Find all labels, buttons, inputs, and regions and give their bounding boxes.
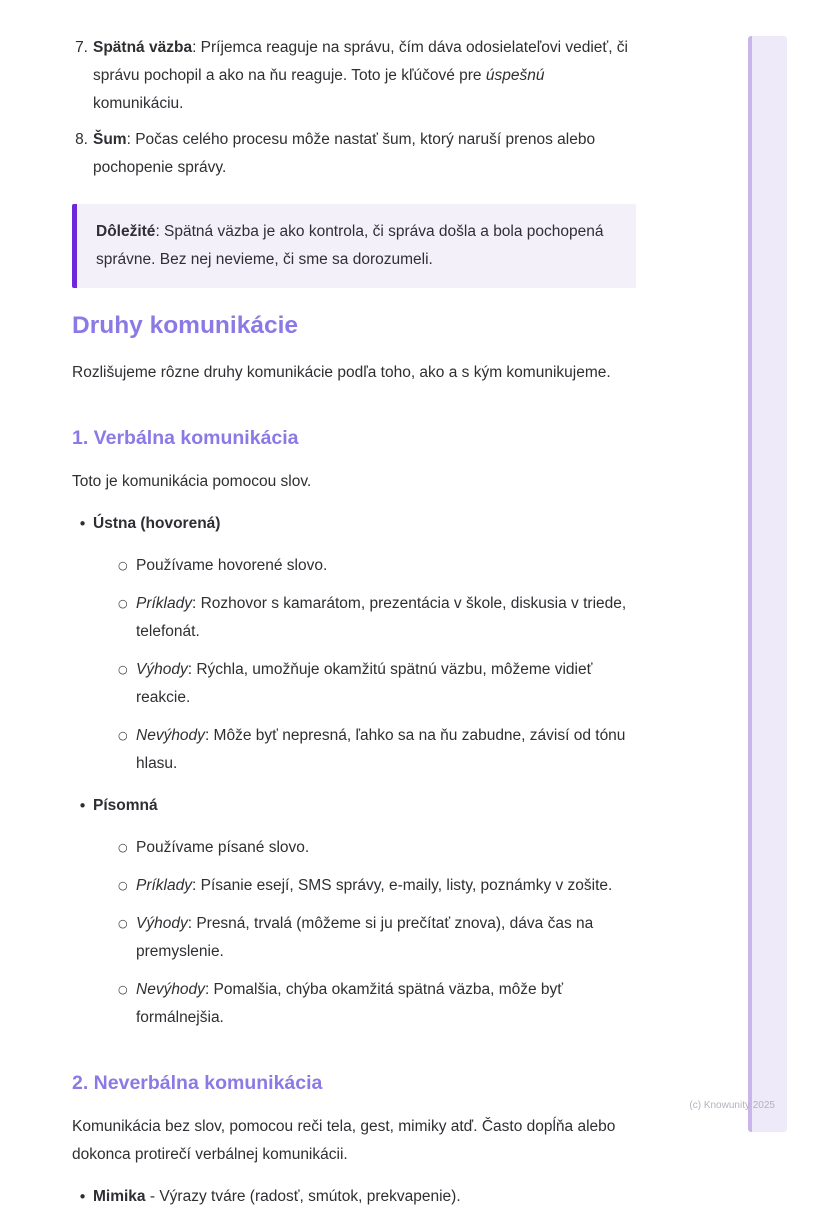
important-callout (72, 204, 636, 288)
callout-body: : Spätná väzba je ako kontrola, či správa došla a bola pochopená správne. Bez nej nevieme, či sme sa dorozumeli. (96, 223, 604, 268)
sub-list-item (118, 872, 636, 900)
sub-item-text (134, 976, 636, 1032)
item-text: : Môže byť nepresná, ľahko sa na ňu zabudne, závisí od tónu hlasu. (136, 727, 626, 772)
verbal-bullet-list (72, 510, 636, 1032)
item-text: : Rýchla, umožňuje okamžitú spätnú väzbu, môžeme vidieť reakcie. (136, 661, 593, 706)
sub-list-item (118, 834, 636, 862)
numbered-list (72, 34, 636, 182)
sub-list-item (118, 590, 636, 646)
subsection-heading-verbalna: 1. Verbálna komunikácia (72, 427, 299, 449)
pisomna-sublist (118, 834, 636, 1032)
term-bold: Spätná väzba (93, 39, 193, 56)
bullet-text (93, 1183, 636, 1211)
item-text: Používame písané slovo. (136, 839, 310, 856)
item-text: komunikáciu. (93, 95, 184, 112)
copyright-footer: (c) Knowunity 2025 (689, 1100, 775, 1111)
emphasis-label: Nevýhody (136, 981, 205, 998)
section-intro: Rozlišujeme rôzne druhy komunikácie podľa toho, ako a s kým komunikujeme. (72, 364, 611, 381)
term-bold: Šum (93, 131, 127, 148)
bullet-title: Písomná (93, 797, 158, 814)
bullet-disc-icon: • (78, 797, 87, 815)
bullet-disc-icon: • (78, 1188, 87, 1206)
bullet-circle-icon: ○ (118, 841, 128, 854)
term-bold: Mimika (93, 1188, 146, 1205)
item-text: : Počas celého procesu môže nastať šum, ktorý naruší prenos alebo pochopenie správy. (93, 131, 596, 176)
nonverbal-bullet-list (72, 1183, 636, 1211)
bullet-circle-icon: ○ (118, 917, 128, 930)
sub-item-text (134, 910, 636, 966)
verbal-intro: Toto je komunikácia pomocou slov. (72, 473, 312, 490)
bullet-circle-icon: ○ (118, 879, 128, 892)
numbered-list-item-7 (72, 34, 636, 118)
list-item-text (93, 126, 636, 182)
item-text: : Príjemca reaguje na správu, čím dáva odosielateľovi vedieť, či správu pochopil a ako na ňu reaguje. Toto je kľúčové pre (93, 39, 628, 84)
item-text: - Výrazy tváre (radosť, smútok, prekvapenie). (145, 1188, 461, 1205)
numbered-list-item-8 (72, 126, 636, 182)
callout-lead: Dôležité (96, 223, 156, 240)
emphasis-label: Príklady (136, 877, 192, 894)
item-text: : Písanie esejí, SMS správy, e-maily, listy, poznámky v zošite. (192, 877, 613, 894)
page-edge-stripe (748, 36, 787, 1132)
bullet-group (93, 792, 636, 1032)
sub-list-item (118, 976, 636, 1032)
bullet-title: Ústna (hovorená) (93, 515, 221, 532)
list-item-mimika (72, 1183, 636, 1211)
list-number: 8. (75, 131, 88, 148)
subsection-heading-neverbalna: 2. Neverbálna komunikácia (72, 1072, 323, 1094)
item-text: : Presná, trvalá (môžeme si ju prečítať znova), dáva čas na premyslenie. (136, 915, 594, 960)
list-item-ustna (72, 510, 636, 778)
ustna-sublist (118, 552, 636, 778)
sub-item-text (134, 656, 636, 712)
bullet-circle-icon: ○ (118, 559, 128, 572)
bullet-group (93, 510, 636, 778)
emphasis-label: Nevýhody (136, 727, 205, 744)
callout-text (96, 218, 612, 274)
item-text: : Rozhovor s kamarátom, prezentácia v škole, diskusia v triede, telefonát. (136, 595, 627, 640)
bullet-disc-icon: • (78, 515, 87, 533)
sub-item-text (134, 834, 636, 862)
bullet-circle-icon: ○ (118, 729, 128, 742)
emphasis-label: Príklady (136, 595, 192, 612)
bullet-circle-icon: ○ (118, 663, 128, 676)
sub-item-text (134, 590, 636, 646)
nonverbal-intro: Komunikácia bez slov, pomocou reči tela, gest, mimiky atď. Často dopĺňa alebo dokonca protirečí verbálnej komunikácii. (72, 1118, 616, 1163)
bullet-circle-icon: ○ (118, 983, 128, 996)
sub-list-item (118, 552, 636, 580)
sub-item-text (134, 872, 636, 900)
sub-list-item (118, 722, 636, 778)
section-heading-druhy-komunikacie: Druhy komunikácie (72, 312, 299, 339)
bullet-circle-icon: ○ (118, 597, 128, 610)
list-number: 7. (75, 39, 88, 56)
item-text: Používame hovorené slovo. (136, 557, 328, 574)
emphasis-label: Výhody (136, 661, 188, 678)
sub-list-item (118, 656, 636, 712)
emphasis-label: Výhody (136, 915, 188, 932)
sub-list-item (118, 910, 636, 966)
document-content (72, 34, 636, 1211)
list-item-pisomna (72, 792, 636, 1032)
sub-item-text (134, 552, 636, 580)
item-text: : Pomalšia, chýba okamžitá spätná väzba, môže byť formálnejšia. (136, 981, 564, 1026)
emphasis-text: úspešnú (485, 67, 545, 84)
sub-item-text (134, 722, 636, 778)
list-item-text (93, 34, 636, 118)
